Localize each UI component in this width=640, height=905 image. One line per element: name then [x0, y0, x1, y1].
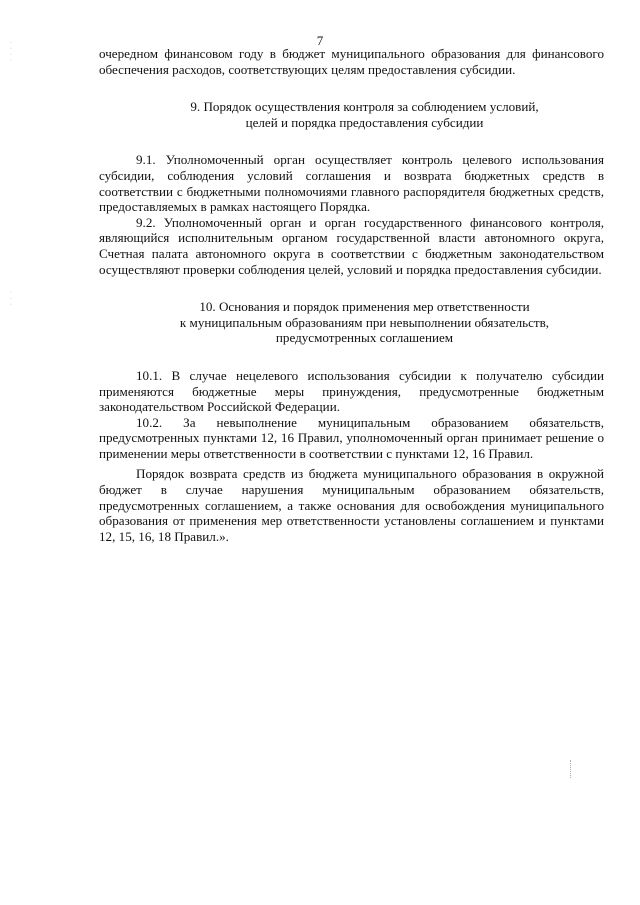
section-9-heading: [99, 99, 604, 130]
document-body: [99, 46, 604, 544]
binding-margin-marks: · · ·: [10, 290, 12, 308]
paragraph-10-return-procedure: Порядок возврата средств из бюджета муниципального образования в окружной бюджет в случае нарушения муниципальным образованием обязательств, предусмотренных соглашением, а также основания для освобождения муниципального образования от применения мер ответственности установлены соглашением и пунктами 12, 15, 16, 18 Правил.».: [99, 466, 604, 544]
scan-mark: [570, 760, 573, 778]
page-number: 7: [316, 33, 324, 48]
intro-paragraph: очередном финансовом году в бюджет муниципального образования для финансового обеспечения расходов, соответствующих целям предоставления субсидии.: [99, 46, 604, 77]
section-10-heading-line-1: 10. Основания и порядок применения мер ответственности: [199, 299, 530, 315]
paragraph-10-2: 10.2. За невыполнение муниципальным образованием обязательств, предусмотренных пунктами 12, 16 Правил, уполномоченный орган принимает решение о применении меры ответственности в соответствии с пунктами 12, 16 Правил.: [99, 414, 604, 461]
binding-margin-marks: · · · ·: [10, 40, 12, 64]
section-9-heading-line-2: целей и порядка предоставления субсидии: [245, 114, 484, 130]
section-10-heading-line-2: к муниципальным образованиям при невыполнении обязательств,: [179, 314, 550, 330]
paragraph-9-1: 9.1. Уполномоченный орган осуществляет контроль целевого использования субсидии, соблюдения условий соглашения и возврата бюджетных средств в соответствии с бюджетными полномочиями главного распорядителя бюджетных средств, предоставляемых в рамках настоящего Порядка.: [99, 152, 604, 215]
paragraph-9-2: 9.2. Уполномоченный орган и орган государственного финансового контроля, являющийся исполнительным органом государственной власти автономного округа, Счетная палата автономного округа в соответствии с бюджетным законодательством осуществляют проверки соблюдения целей, условий и порядка предоставления субсидии.: [99, 214, 604, 277]
section-9-heading-line-1: 9. Порядок осуществления контроля за соблюдением условий,: [190, 99, 539, 115]
section-10-heading-line-3: предусмотренных соглашением: [275, 330, 454, 346]
paragraph-10-1: 10.1. В случае нецелевого использования субсидии к получателю субсидии применяются бюджетные меры принуждения, предусмотренные бюджетным законодательством Российской Федерации.: [99, 367, 604, 415]
section-10-heading: [99, 299, 604, 346]
